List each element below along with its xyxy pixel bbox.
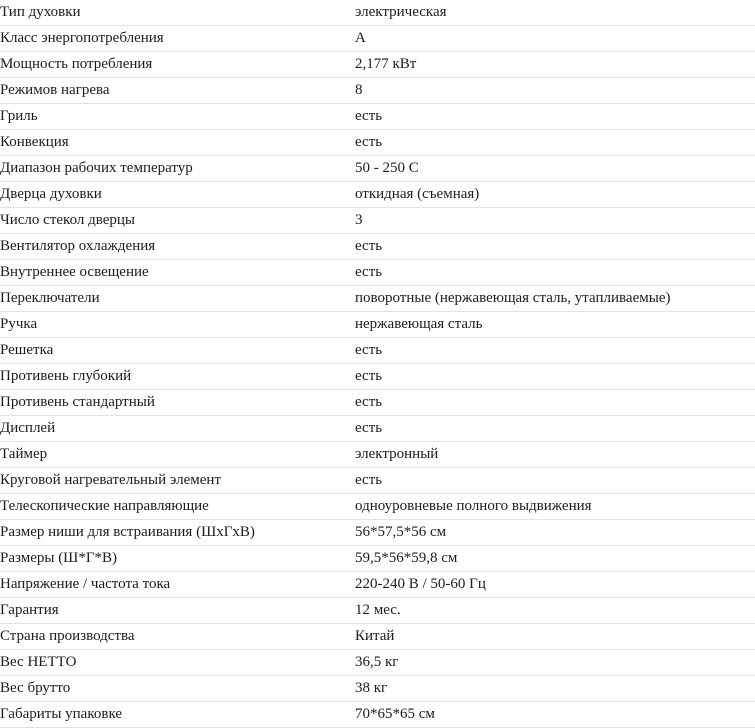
spec-name-cell: Конвекция: [0, 130, 355, 156]
table-row: [0, 520, 755, 546]
spec-name-cell: Напряжение / частота тока: [0, 572, 355, 598]
table-row: [0, 468, 755, 494]
spec-name-cell: Диапазон рабочих температур: [0, 156, 355, 182]
spec-value-cell: 50 - 250 С: [355, 156, 755, 182]
table-row: [0, 156, 755, 182]
spec-name-cell: Дверца духовки: [0, 182, 355, 208]
spec-value-cell: есть: [355, 130, 755, 156]
table-row: [0, 208, 755, 234]
table-row: [0, 546, 755, 572]
spec-value-cell: 56*57,5*56 см: [355, 520, 755, 546]
spec-value-cell: 8: [355, 78, 755, 104]
spec-value-cell: одноуровневые полного выдвижения: [355, 494, 755, 520]
spec-name-cell: Таймер: [0, 442, 355, 468]
table-row: [0, 572, 755, 598]
spec-value-cell: нержавеющая сталь: [355, 312, 755, 338]
spec-value-cell: есть: [355, 416, 755, 442]
spec-name-cell: Переключатели: [0, 286, 355, 312]
table-row: [0, 0, 755, 26]
spec-value-cell: есть: [355, 468, 755, 494]
table-row: [0, 182, 755, 208]
spec-name-cell: Число стекол дверцы: [0, 208, 355, 234]
spec-value-cell: есть: [355, 338, 755, 364]
spec-value-cell: 70*65*65 см: [355, 702, 755, 728]
spec-value-cell: электронный: [355, 442, 755, 468]
spec-name-cell: Класс энергопотребления: [0, 26, 355, 52]
spec-name-cell: Круговой нагревательный элемент: [0, 468, 355, 494]
spec-value-cell: 12 мес.: [355, 598, 755, 624]
spec-name-cell: Гарантия: [0, 598, 355, 624]
spec-value-cell: есть: [355, 390, 755, 416]
table-row: [0, 312, 755, 338]
table-row: [0, 494, 755, 520]
spec-value-cell: 59,5*56*59,8 см: [355, 546, 755, 572]
spec-name-cell: Вентилятор охлаждения: [0, 234, 355, 260]
table-row: [0, 390, 755, 416]
table-row: [0, 26, 755, 52]
table-row: [0, 104, 755, 130]
table-row: [0, 234, 755, 260]
table-row: [0, 338, 755, 364]
spec-name-cell: Режимов нагрева: [0, 78, 355, 104]
table-row: [0, 260, 755, 286]
spec-value-cell: поворотные (нержавеющая сталь, утапливаемые): [355, 286, 755, 312]
spec-value-cell: 2,177 кВт: [355, 52, 755, 78]
spec-name-cell: Внутреннее освещение: [0, 260, 355, 286]
table-row: [0, 52, 755, 78]
spec-name-cell: Страна производства: [0, 624, 355, 650]
table-row: [0, 78, 755, 104]
spec-name-cell: Противень стандартный: [0, 390, 355, 416]
table-row: [0, 286, 755, 312]
spec-value-cell: откидная (съемная): [355, 182, 755, 208]
table-row: [0, 676, 755, 702]
table-row: [0, 364, 755, 390]
spec-name-cell: Вес брутто: [0, 676, 355, 702]
spec-value-cell: 36,5 кг: [355, 650, 755, 676]
spec-name-cell: Ручка: [0, 312, 355, 338]
spec-name-cell: Телескопические направляющие: [0, 494, 355, 520]
table-row: [0, 416, 755, 442]
spec-value-cell: Китай: [355, 624, 755, 650]
spec-name-cell: Тип духовки: [0, 0, 355, 26]
spec-name-cell: Гриль: [0, 104, 355, 130]
spec-value-cell: есть: [355, 364, 755, 390]
spec-name-cell: Вес НЕТТО: [0, 650, 355, 676]
table-row: [0, 442, 755, 468]
spec-name-cell: Решетка: [0, 338, 355, 364]
spec-name-cell: Габариты упаковке: [0, 702, 355, 728]
table-row: [0, 598, 755, 624]
spec-name-cell: Дисплей: [0, 416, 355, 442]
table-row: [0, 624, 755, 650]
spec-value-cell: A: [355, 26, 755, 52]
spec-value-cell: 38 кг: [355, 676, 755, 702]
spec-value-cell: есть: [355, 234, 755, 260]
table-row: [0, 702, 755, 728]
spec-name-cell: Противень глубокий: [0, 364, 355, 390]
spec-name-cell: Размеры (Ш*Г*В): [0, 546, 355, 572]
table-row: [0, 650, 755, 676]
spec-name-cell: Мощность потребления: [0, 52, 355, 78]
spec-value-cell: электрическая: [355, 0, 755, 26]
spec-value-cell: есть: [355, 260, 755, 286]
table-row: [0, 130, 755, 156]
spec-value-cell: 220-240 В / 50-60 Гц: [355, 572, 755, 598]
spec-value-cell: есть: [355, 104, 755, 130]
spec-name-cell: Размер ниши для встраивания (ШхГхВ): [0, 520, 355, 546]
spec-value-cell: 3: [355, 208, 755, 234]
